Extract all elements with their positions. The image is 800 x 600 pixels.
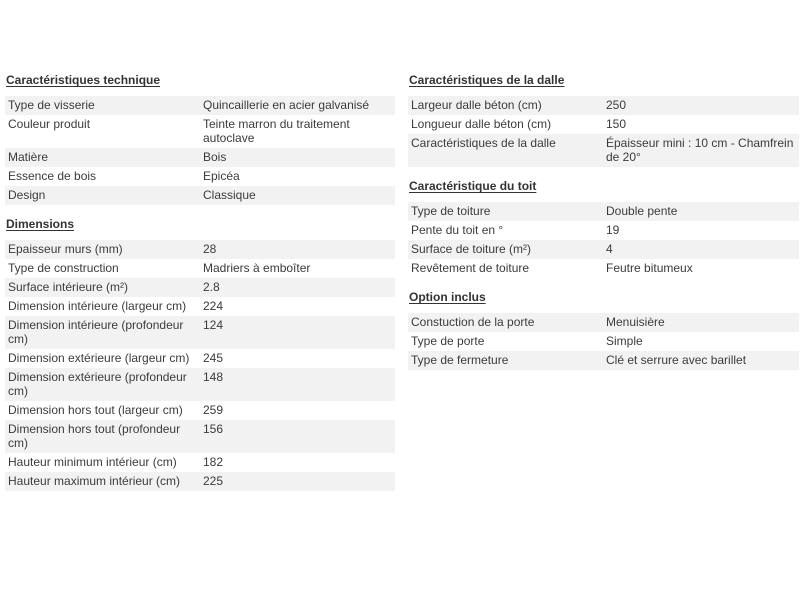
spec-row: [408, 96, 799, 115]
spec-label: Type de toiture: [408, 202, 603, 221]
spec-value: 19: [603, 221, 799, 240]
spec-label: Type de construction: [5, 259, 200, 278]
spec-label: Essence de bois: [5, 167, 200, 186]
spec-value: 148: [200, 368, 395, 401]
spec-label: Largeur dalle béton (cm): [408, 96, 603, 115]
spec-row: [5, 148, 395, 167]
spec-label: Pente du toit en °: [408, 221, 603, 240]
spec-label: Constuction de la porte: [408, 313, 603, 332]
spec-value: 156: [200, 420, 395, 453]
spec-row: [408, 221, 799, 240]
spec-label: Type de porte: [408, 332, 603, 351]
spec-row: [5, 96, 395, 115]
spec-row: [5, 186, 395, 205]
spec-row: [5, 368, 395, 401]
spec-table-caracteristiques-technique: [5, 96, 395, 205]
spec-label: Dimension intérieure (profondeur cm): [5, 316, 200, 349]
spec-label: Surface intérieure (m²): [5, 278, 200, 297]
spec-label: Hauteur minimum intérieur (cm): [5, 453, 200, 472]
spec-value: Clé et serrure avec barillet: [603, 351, 799, 370]
spec-row: [5, 401, 395, 420]
left-column: [5, 71, 395, 501]
spec-label: Matière: [5, 148, 200, 167]
spec-label: Dimension intérieure (largeur cm): [5, 297, 200, 316]
spec-value: 182: [200, 453, 395, 472]
spec-row: [5, 297, 395, 316]
spec-row: [5, 278, 395, 297]
section-title-option-inclus: Option inclus: [409, 290, 486, 304]
spec-row: [5, 349, 395, 368]
right-column: [408, 71, 799, 380]
spec-label: Dimension extérieure (profondeur cm): [5, 368, 200, 401]
spec-row: [5, 316, 395, 349]
section-title-caracteristique-du-toit: Caractéristique du toit: [409, 179, 537, 193]
spec-value: Classique: [200, 186, 395, 205]
spec-value: Quincaillerie en acier galvanisé: [200, 96, 395, 115]
spec-value: Bois: [200, 148, 395, 167]
section-title-dimensions: Dimensions: [6, 217, 75, 231]
spec-value: 150: [603, 115, 799, 134]
spec-value: 225: [200, 472, 395, 491]
spec-row: [5, 240, 395, 259]
spec-value: 28: [200, 240, 395, 259]
spec-value: 259: [200, 401, 395, 420]
spec-label: Caractéristiques de la dalle: [408, 134, 603, 167]
spec-value: Epicéa: [200, 167, 395, 186]
spec-label: Dimension hors tout (largeur cm): [5, 401, 200, 420]
spec-row: [408, 313, 799, 332]
section-title-caracteristiques-technique: Caractéristiques technique: [6, 73, 161, 87]
spec-value: Double pente: [603, 202, 799, 221]
section-title-caracteristiques-de-la-dalle: Caractéristiques de la dalle: [409, 73, 565, 87]
spec-row: [408, 115, 799, 134]
spec-row: [5, 453, 395, 472]
spec-label: Type de fermeture: [408, 351, 603, 370]
spec-value: Feutre bitumeux: [603, 259, 799, 278]
spec-table-caracteristiques-de-la-dalle: [408, 96, 799, 167]
spec-row: [408, 351, 799, 370]
spec-row: [5, 115, 395, 148]
spec-label: Surface de toiture (m²): [408, 240, 603, 259]
spec-label: Longueur dalle béton (cm): [408, 115, 603, 134]
spec-value: Épaisseur mini : 10 cm - Chamfrein de 20°: [603, 134, 799, 167]
spec-value: 224: [200, 297, 395, 316]
spec-row: [408, 240, 799, 259]
spec-row: [408, 202, 799, 221]
spec-label: Hauteur maximum intérieur (cm): [5, 472, 200, 491]
spec-row: [5, 420, 395, 453]
spec-value: Teinte marron du traitement autoclave: [200, 115, 395, 148]
spec-row: [408, 134, 799, 167]
spec-value: 4: [603, 240, 799, 259]
spec-table-caracteristique-du-toit: [408, 202, 799, 278]
spec-label: Dimension hors tout (profondeur cm): [5, 420, 200, 453]
spec-value: 124: [200, 316, 395, 349]
spec-label: Couleur produit: [5, 115, 200, 148]
spec-label: Revêtement de toiture: [408, 259, 603, 278]
spec-value: Madriers à emboîter: [200, 259, 395, 278]
spec-row: [5, 259, 395, 278]
spec-label: Design: [5, 186, 200, 205]
spec-value: 2.8: [200, 278, 395, 297]
spec-value: Simple: [603, 332, 799, 351]
spec-table-option-inclus: [408, 313, 799, 370]
spec-row: [5, 472, 395, 491]
spec-label: Dimension extérieure (largeur cm): [5, 349, 200, 368]
spec-label: Type de visserie: [5, 96, 200, 115]
spec-label: Epaisseur murs (mm): [5, 240, 200, 259]
spec-row: [5, 167, 395, 186]
spec-row: [408, 259, 799, 278]
spec-value: 250: [603, 96, 799, 115]
spec-value: Menuisière: [603, 313, 799, 332]
spec-row: [408, 332, 799, 351]
spec-table-dimensions: [5, 240, 395, 491]
spec-value: 245: [200, 349, 395, 368]
